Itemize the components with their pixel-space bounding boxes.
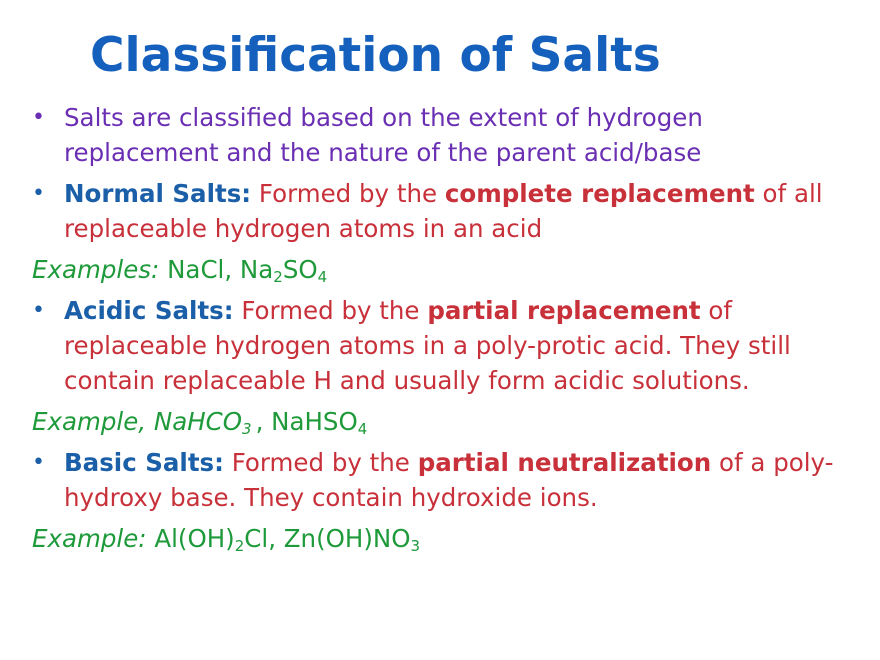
example-formula: SO bbox=[282, 255, 318, 284]
subscript: 3 bbox=[410, 537, 421, 555]
bullet-intro bbox=[32, 100, 852, 170]
normal-text-before: Formed by the bbox=[251, 179, 445, 208]
example-formula: Cl, Zn(OH)NO bbox=[244, 524, 411, 553]
bullet-dot-icon: • bbox=[32, 181, 45, 206]
acidic-emphasis: partial replacement bbox=[427, 296, 701, 325]
acidic-salts-term: Acidic Salts: bbox=[64, 296, 234, 325]
acidic-text-after: of replaceable hydrogen atoms in a poly-protic acid. They still contain replaceable H and usually form acidic solutions. bbox=[64, 296, 791, 395]
example-label: Example, NaHCO bbox=[32, 407, 243, 436]
bullet-dot-icon: • bbox=[32, 298, 45, 323]
slide-body bbox=[32, 100, 852, 562]
normal-salts-example bbox=[32, 252, 852, 287]
example-label: Example: bbox=[32, 524, 147, 553]
basic-text-after: of a poly-hydroxy base. They contain hydroxide ions. bbox=[64, 448, 834, 512]
subscript: 4 bbox=[357, 420, 368, 438]
example-formula: NaHSO bbox=[263, 407, 358, 436]
basic-emphasis: partial neutralization bbox=[417, 448, 712, 477]
acidic-salts-example bbox=[32, 404, 852, 439]
normal-text-after: of all replaceable hydrogen atoms in an acid bbox=[64, 179, 823, 243]
basic-text-before: Formed by the bbox=[223, 448, 418, 477]
bullet-normal-salts bbox=[32, 176, 852, 246]
subscript: 4 bbox=[317, 268, 328, 286]
slide-title: Classification of Salts bbox=[90, 28, 661, 83]
example-label: Examples: bbox=[32, 255, 160, 284]
bullet-basic-salts bbox=[32, 445, 852, 515]
basic-salts-term: Basic Salts: bbox=[64, 448, 224, 477]
bullet-dot-icon: • bbox=[32, 450, 45, 475]
acidic-text-before: Formed by the bbox=[233, 296, 428, 325]
example-separator: , bbox=[255, 407, 264, 436]
basic-salts-example bbox=[32, 521, 852, 556]
bullet-dot-icon: • bbox=[32, 105, 45, 130]
subscript: 2 bbox=[273, 268, 283, 286]
intro-text: Salts are classified based on the extent of hydrogen replacement and the nature of the parent acid/base bbox=[64, 103, 703, 167]
example-formula: NaCl, Na bbox=[159, 255, 274, 284]
normal-salts-term: Normal Salts: bbox=[64, 179, 252, 208]
normal-emphasis: complete replacement bbox=[444, 179, 755, 208]
subscript: 3 bbox=[242, 420, 252, 438]
bullet-acidic-salts bbox=[32, 293, 852, 398]
subscript: 2 bbox=[234, 537, 245, 555]
example-formula: Al(OH) bbox=[146, 524, 235, 553]
